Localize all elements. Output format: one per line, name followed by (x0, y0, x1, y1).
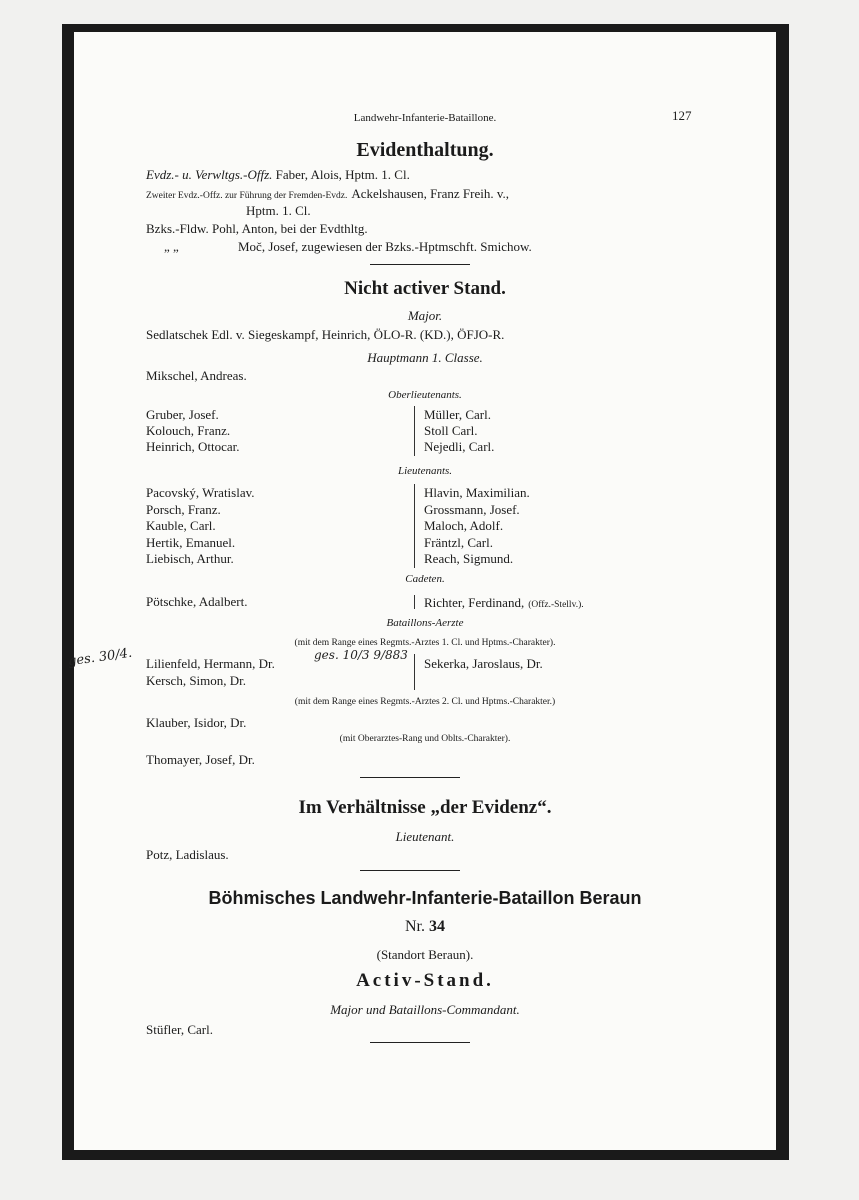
column-divider (414, 654, 415, 690)
person-name: Richter, Ferdinand, (424, 595, 525, 610)
list-item: Stoll Carl. (424, 423, 478, 438)
rank-note: (Offz.-Stellv.). (528, 600, 584, 610)
list-item: Maloch, Adolf. (424, 518, 504, 533)
number-value: 34 (429, 918, 445, 935)
role-label: Zweiter Evdz.-Offz. zur Führung der Fremden-Evdz. (146, 191, 348, 201)
document-page (67, 32, 776, 1150)
arzt-2-left: Kersch, Simon, Dr. (146, 673, 247, 688)
list-item: Gruber, Josef. (146, 407, 219, 422)
section-title-evidenthaltung: Evidenthaltung. (356, 139, 494, 161)
rank-label-lieutenant: Lieutenant. (395, 829, 455, 844)
list-item: Nejedli, Carl. (424, 439, 495, 454)
person-name: Ackelshausen, Franz Freih. v., (351, 186, 510, 201)
divider (360, 777, 460, 778)
arzt-1-left: Lilienfeld, Hermann, Dr. (146, 656, 275, 671)
divider (370, 264, 470, 265)
list-item: Fräntzl, Carl. (424, 534, 493, 550)
rank-label-hauptmann: Hauptmann 1. Classe. (367, 350, 483, 365)
section-title-evidenz: Im Verhältnisse „der Evidenz“. (298, 797, 552, 818)
list-item: Grossmann, Josef. (424, 501, 520, 517)
rank-label-bataillons-aerzte: Bataillons-Aerzte (386, 617, 464, 629)
evidenthaltung-line-1 (146, 167, 410, 183)
handwritten-margin-note: ges. 30/4. (67, 645, 134, 670)
list-item: Porsch, Franz. (146, 501, 221, 517)
list-item: Kauble, Carl. (146, 518, 216, 533)
arzt-1-right: Sekerka, Jaroslaus, Dr. (424, 656, 543, 671)
aerzte-note-1: (mit dem Range eines Regmts.-Arztes 1. Cl. und Hptms.-Charakter). (294, 638, 556, 648)
role-label: Evdz.- u. Verwltgs.-Offz. (146, 167, 273, 182)
rank-label-oberlieutenants: Oberlieutenants. (388, 389, 462, 401)
aerzte-note-3: (mit Oberarztes-Rang und Oblts.-Charakter). (339, 734, 511, 744)
list-item: Müller, Carl. (424, 407, 491, 422)
evidenthaltung-line-2-continued: Hptm. 1. Cl. (246, 203, 311, 218)
handwritten-inline-note: ges. 10/3 9/883 (314, 648, 408, 662)
cadet-left: Pötschke, Adalbert. (146, 594, 248, 609)
list-item: Hlavin, Maximilian. (424, 485, 530, 500)
divider (360, 870, 460, 871)
arzt-3: Klauber, Isidor, Dr. (146, 715, 247, 730)
oberlieutenants-right (424, 407, 494, 455)
section-title-nicht-activer-stand: Nicht activer Stand. (344, 278, 506, 299)
arzt-4: Thomayer, Josef, Dr. (146, 752, 255, 767)
running-title: Landwehr-Infanterie-Bataillone. (353, 112, 497, 124)
column-divider (414, 406, 415, 456)
list-item: Liebisch, Arthur. (146, 551, 234, 566)
number-prefix: Nr. (405, 918, 425, 935)
section-title-beraun: Böhmisches Landwehr-Infanterie-Bataillon Beraun (208, 888, 642, 908)
commandant-name: Stüfler, Carl. (146, 1022, 213, 1037)
standort: (Standort Beraun). (376, 947, 474, 962)
column-divider (414, 484, 415, 568)
rank-label-major: Major. (407, 308, 443, 323)
evidenz-name: Potz, Ladislaus. (146, 847, 229, 862)
battalion-number (74, 918, 776, 936)
rank-label-lieutenants: Lieutenants. (397, 465, 453, 477)
cadet-right (424, 594, 584, 612)
hauptmann-name: Mikschel, Andreas. (146, 368, 247, 383)
list-item: Reach, Sigmund. (424, 551, 514, 566)
divider (370, 1042, 470, 1043)
ditto-marks: „ „ (164, 239, 179, 254)
column-divider (414, 595, 415, 609)
lieutenants-right (424, 485, 530, 568)
list-item: Pacovský, Wratislav. (146, 485, 255, 500)
list-item: Kolouch, Franz. (146, 423, 231, 438)
person-name: Faber, Alois, Hptm. 1. Cl. (275, 167, 410, 182)
oberlieutenants-left (146, 407, 240, 455)
evidenthaltung-line-4: Moč, Josef, zugewiesen der Bzks.-Hptmschft. Smichow. (238, 239, 532, 254)
aerzte-note-2: (mit dem Range eines Regmts.-Arztes 2. Cl. und Hptms.-Charakter.) (294, 697, 556, 707)
activ-stand-title: Activ-Stand. (356, 970, 494, 991)
rank-label-cadeten: Cadeten. (405, 573, 445, 585)
lieutenants-left (146, 485, 255, 568)
major-name: Sedlatschek Edl. v. Siegeskampf, Heinrich, ÖLO-R. (KD.), ÖFJO-R. (146, 327, 505, 342)
page-number: 127 (672, 108, 692, 123)
evidenthaltung-line-2 (146, 185, 509, 203)
rank-label-major-commandant: Major und Bataillons-Commandant. (330, 1002, 520, 1017)
list-item: Hertik, Emanuel. (146, 534, 236, 550)
list-item: Heinrich, Ottocar. (146, 439, 240, 454)
evidenthaltung-line-3: Bzks.-Fldw. Pohl, Anton, bei der Evdthltg. (146, 221, 368, 236)
